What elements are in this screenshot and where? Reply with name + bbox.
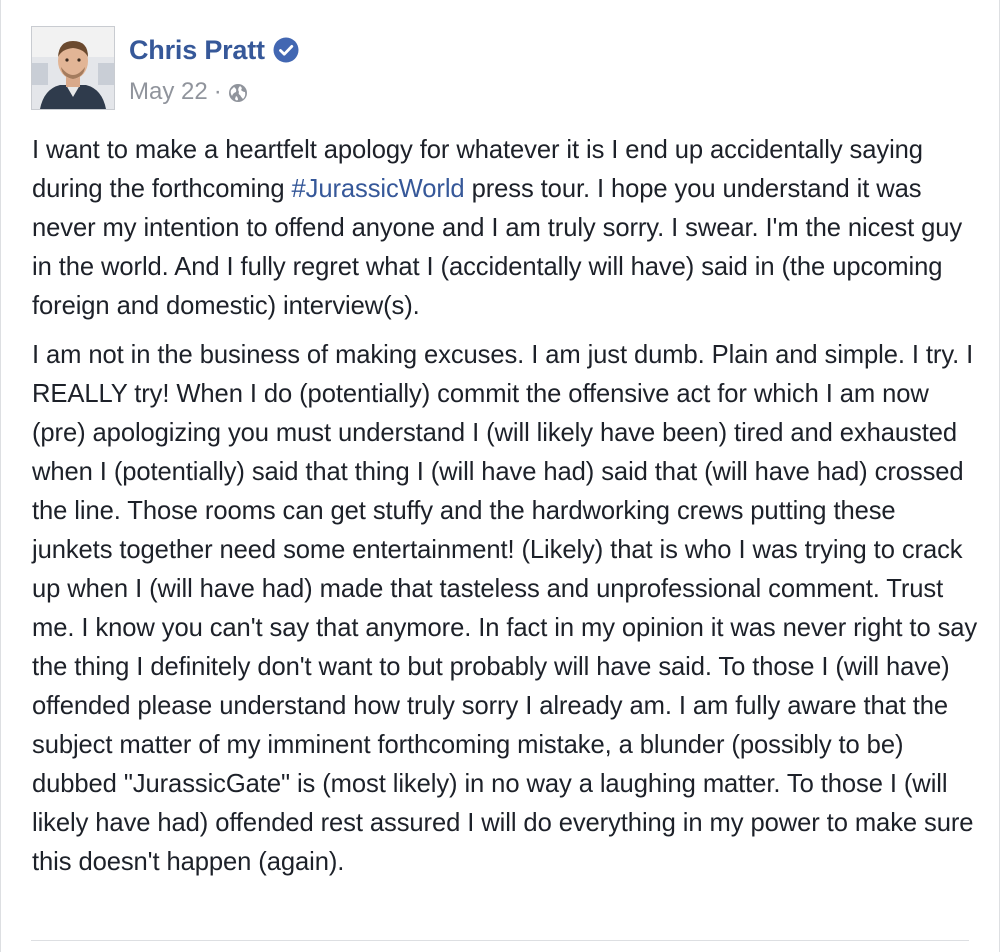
post-paragraph-2: I am not in the business of making excuses. I am just dumb. Plain and simple. I try. I REALLY try! When I do (potentially) commit the offensive act for which I am now (pre) apologizing you must understand I (will likely have been) tired and exhausted when I (potentially) said that thing I (will have had) said that (will have had) crossed the line. Those rooms can get stuffy and the hardworking crews putting these junkets together need some entertainment! (Likely) that is who I was trying to crack up when I (will have had) made that tasteless and unprofessional comment. Trust me. I know you can't say that anymore. In fact in my opinion it was never right to say the thing I definitely don't want to but probably will have said. To those I (will have) offended please understand how truly sorry I already am. I am fully aware that the subject matter of my imminent forthcoming mistake, a blunder (possibly to be) dubbed "JurassicGate" is (most likely) in no way a laughing matter. To those I (will likely have had) offended rest assured I will do everything in my power to make sure this doesn't happen (again).	[32, 341, 978, 876]
paragraph-1-text-after: press tour. I hope you understand it was never my intention to offend anyone and I am truly sorry. I swear. I'm the nicest guy in the world. And I fully regret what I (accidentally will have) said in (the upcoming foreign and domestic) interview(s).	[32, 175, 963, 320]
post-timestamp-link[interactable]: May 22	[129, 78, 208, 105]
post-divider	[31, 940, 969, 941]
post-meta	[129, 26, 299, 106]
author-name-link[interactable]: Chris Pratt	[129, 34, 265, 65]
post-paragraph-1	[32, 131, 982, 326]
paragraph-1-text-before: I want to make a heartfelt apology for whatever it is I end up accidentally saying during the forthcoming	[32, 136, 923, 203]
globe-icon[interactable]	[228, 82, 248, 102]
post-sub-row	[129, 78, 299, 106]
author-avatar[interactable]	[31, 26, 115, 110]
post-body	[32, 131, 982, 892]
profile-photo	[32, 27, 114, 109]
post-header	[31, 26, 299, 110]
hashtag-link[interactable]: #JurassicWorld	[291, 175, 465, 203]
author-row	[129, 32, 299, 68]
meta-separator: ·	[213, 78, 222, 105]
verified-badge-icon	[273, 37, 299, 63]
